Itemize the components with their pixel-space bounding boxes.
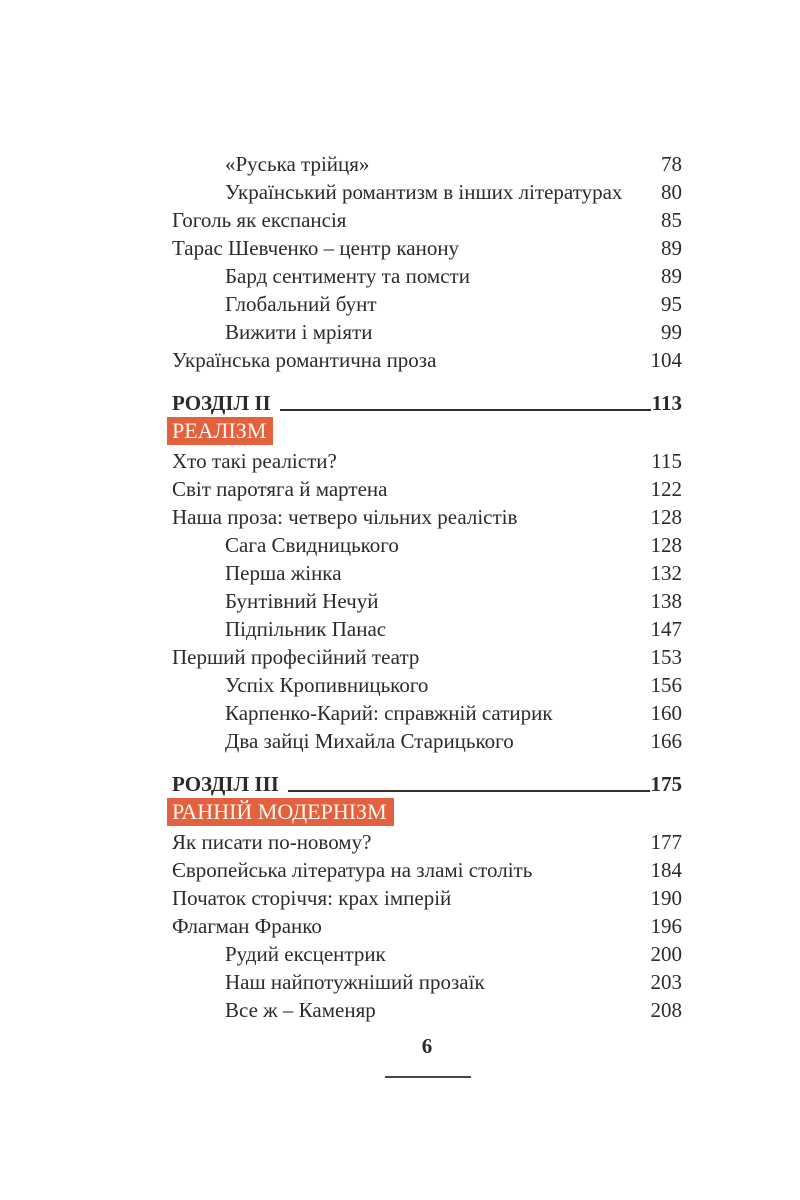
toc-entry-page-number: 89 <box>661 264 682 288</box>
toc-entry-page-number: 128 <box>650 533 682 557</box>
toc-entry-page-number: 138 <box>650 589 682 613</box>
toc-entry-label: Початок сторіччя: крах імперій <box>172 886 452 910</box>
toc-entry-page-number: 132 <box>650 561 682 585</box>
toc-entry <box>172 503 682 531</box>
toc-entry <box>172 643 682 671</box>
toc-entry-label: Наша проза: четверо чільних реалістів <box>172 505 518 529</box>
toc-entry <box>172 178 682 206</box>
toc-entry-page-number: 115 <box>651 449 682 473</box>
toc-entry <box>172 727 682 755</box>
toc-entry-label: Українська романтична проза <box>172 348 437 372</box>
toc-entry-page-number: 160 <box>650 701 682 725</box>
toc-chapter-leader-rule <box>288 790 650 792</box>
toc-entry-label: «Руська трійця» <box>225 152 370 176</box>
toc-entry-page-number: 147 <box>650 617 682 641</box>
toc-chapter-heading <box>172 770 682 798</box>
toc-entry-label: Тарас Шевченко – центр канону <box>172 236 460 260</box>
toc-entry-page-number: 156 <box>650 673 682 697</box>
toc-entry <box>172 828 682 856</box>
toc-entry <box>172 234 682 262</box>
toc-entry <box>172 150 682 178</box>
toc-entry <box>172 206 682 234</box>
toc-chapter-title <box>172 798 682 828</box>
toc-entry-page-number: 196 <box>650 914 682 938</box>
toc-entry-label: Гоголь як експансія <box>172 208 347 232</box>
toc-entry-label: Перший професійний театр <box>172 645 420 669</box>
toc-entry <box>172 996 682 1024</box>
toc-entry <box>172 856 682 884</box>
toc-entry-page-number: 95 <box>661 292 682 316</box>
toc-entry-page-number: 85 <box>661 208 682 232</box>
toc-entry <box>172 912 682 940</box>
toc-entry-label: Хто такі реалісти? <box>172 449 337 473</box>
toc-entry <box>172 346 682 374</box>
toc-entry-label: Два зайці Михайла Старицького <box>225 729 514 753</box>
toc-entry <box>172 262 682 290</box>
folio-rule <box>385 1076 471 1078</box>
toc-entry-label: Флагман Франко <box>172 914 322 938</box>
toc-entry-label: Перша жінка <box>225 561 342 585</box>
toc-chapter-title-highlight: РЕАЛІЗМ <box>167 417 273 445</box>
toc-entry-page-number: 80 <box>661 180 682 204</box>
toc-entry-label: Все ж – Каменяр <box>225 998 376 1022</box>
toc-entry <box>172 447 682 475</box>
toc-entry-page-number: 203 <box>650 970 682 994</box>
toc-entry-label: Карпенко-Карий: справжній сатирик <box>225 701 553 725</box>
toc-entry-label: Наш найпотужніший прозаїк <box>225 970 485 994</box>
toc-entry-label: Як писати по-новому? <box>172 830 372 854</box>
toc-entry-page-number: 153 <box>650 645 682 669</box>
toc-entry <box>172 475 682 503</box>
toc-entry <box>172 559 682 587</box>
toc-entry-label: Український романтизм в інших літературах <box>225 180 623 204</box>
toc-entry <box>172 318 682 346</box>
toc-entry-label: Бунтівний Нечуй <box>225 589 379 613</box>
toc-entry-page-number: 78 <box>661 152 682 176</box>
folio-page-number: 6 <box>421 1034 433 1058</box>
toc-entry <box>172 531 682 559</box>
toc-chapter-label: РОЗДІЛ III <box>172 772 279 796</box>
toc-entry <box>172 671 682 699</box>
toc-entry-page-number: 128 <box>650 505 682 529</box>
toc-entry <box>172 615 682 643</box>
toc-chapter-label: РОЗДІЛ II <box>172 391 271 415</box>
toc-chapter-page-number: 175 <box>650 772 682 796</box>
toc-entry-label: Бард сентименту та помсти <box>225 264 470 288</box>
toc-entry-page-number: 166 <box>650 729 682 753</box>
toc-entry <box>172 968 682 996</box>
toc-entry-page-number: 200 <box>650 942 682 966</box>
toc-chapter-leader-rule <box>280 409 651 411</box>
toc-entry-label: Вижити і мріяти <box>225 320 373 344</box>
toc-entry-label: Світ паротяга й мартена <box>172 477 388 501</box>
toc-entry-page-number: 208 <box>650 998 682 1022</box>
toc-entry-label: Глобальний бунт <box>225 292 377 316</box>
toc-entry <box>172 290 682 318</box>
toc-chapter-page-number: 113 <box>651 391 682 415</box>
toc-entry <box>172 940 682 968</box>
toc-entry <box>172 699 682 727</box>
toc-entry-page-number: 177 <box>650 830 682 854</box>
toc-entry-page-number: 122 <box>650 477 682 501</box>
toc-entry-page-number: 99 <box>661 320 682 344</box>
toc-entry-page-number: 184 <box>650 858 682 882</box>
toc-entry-page-number: 104 <box>650 348 682 372</box>
toc-entry-page-number: 89 <box>661 236 682 260</box>
toc-rows <box>172 150 682 1024</box>
toc-entry-label: Підпільник Панас <box>225 617 387 641</box>
toc-entry <box>172 884 682 912</box>
toc-entry <box>172 587 682 615</box>
toc-entry-label: Успіх Кропивницького <box>225 673 429 697</box>
toc-entry-label: Рудий ексцентрик <box>225 942 386 966</box>
toc-entry-page-number: 190 <box>650 886 682 910</box>
toc-entry-label: Сага Свидницького <box>225 533 399 557</box>
toc-chapter-heading <box>172 389 682 417</box>
toc-entry-label: Європейська література на зламі століть <box>172 858 533 882</box>
toc-chapter-title-highlight: РАННІЙ МОДЕРНІЗМ <box>167 798 394 826</box>
toc-chapter-title <box>172 417 682 447</box>
